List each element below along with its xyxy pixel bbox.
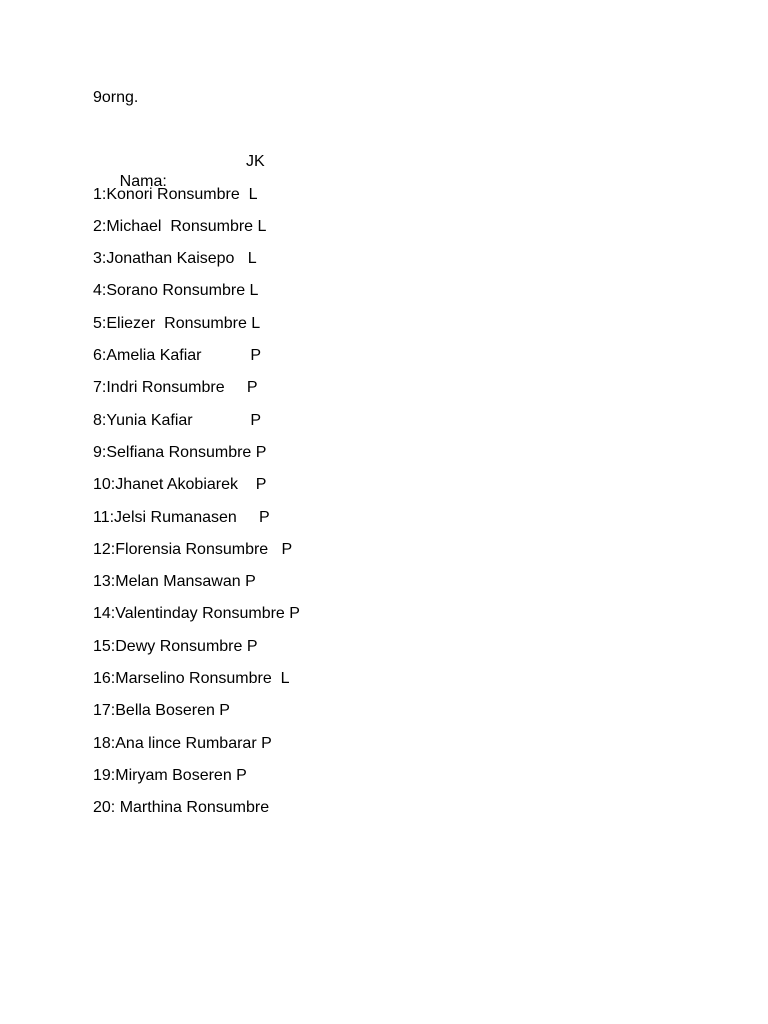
list-item: 5:Eliezer Ronsumbre L (93, 314, 261, 332)
list-item: 17:Bella Boseren P (93, 702, 230, 720)
list-item: 6:Amelia Kafiar P (93, 347, 262, 365)
list-item: 14:Valentinday Ronsumbre P (93, 605, 300, 623)
list-item: 13:Melan Mansawan P (93, 573, 256, 591)
list-item: 15:Dewy Ronsumbre P (93, 637, 258, 655)
list-item: 9:Selfiana Ronsumbre P (93, 443, 267, 461)
list-item: 8:Yunia Kafiar P (93, 411, 262, 429)
list-item: 2:Michael Ronsumbre L (93, 217, 267, 235)
list-item: 1:Konori Ronsumbre L (93, 185, 258, 203)
gender-column-label: JK (246, 153, 265, 171)
list-item: 11:Jelsi Rumanasen P (93, 508, 270, 526)
list-item: 10:Jhanet Akobiarek P (93, 476, 267, 494)
list-item: 18:Ana lince Rumbarar P (93, 734, 272, 752)
list-item: 16:Marselino Ronsumbre L (93, 670, 290, 688)
list-item: 3:Jonathan Kaisepo L (93, 250, 257, 268)
list-item: 7:Indri Ronsumbre P (93, 379, 258, 397)
list-item: 12:Florensia Ronsumbre P (93, 540, 293, 558)
document-heading: 9orng. (93, 89, 139, 106)
name-column-label: Nama: (119, 173, 167, 191)
list-item: 4:Sorano Ronsumbre L (93, 282, 259, 300)
table-header (93, 152, 693, 191)
blank-line (93, 120, 693, 152)
document-body (93, 88, 693, 831)
list-item: 20: Marthina Ronsumbre (93, 799, 270, 817)
list-item: 19:Miryam Boseren P (93, 766, 247, 784)
